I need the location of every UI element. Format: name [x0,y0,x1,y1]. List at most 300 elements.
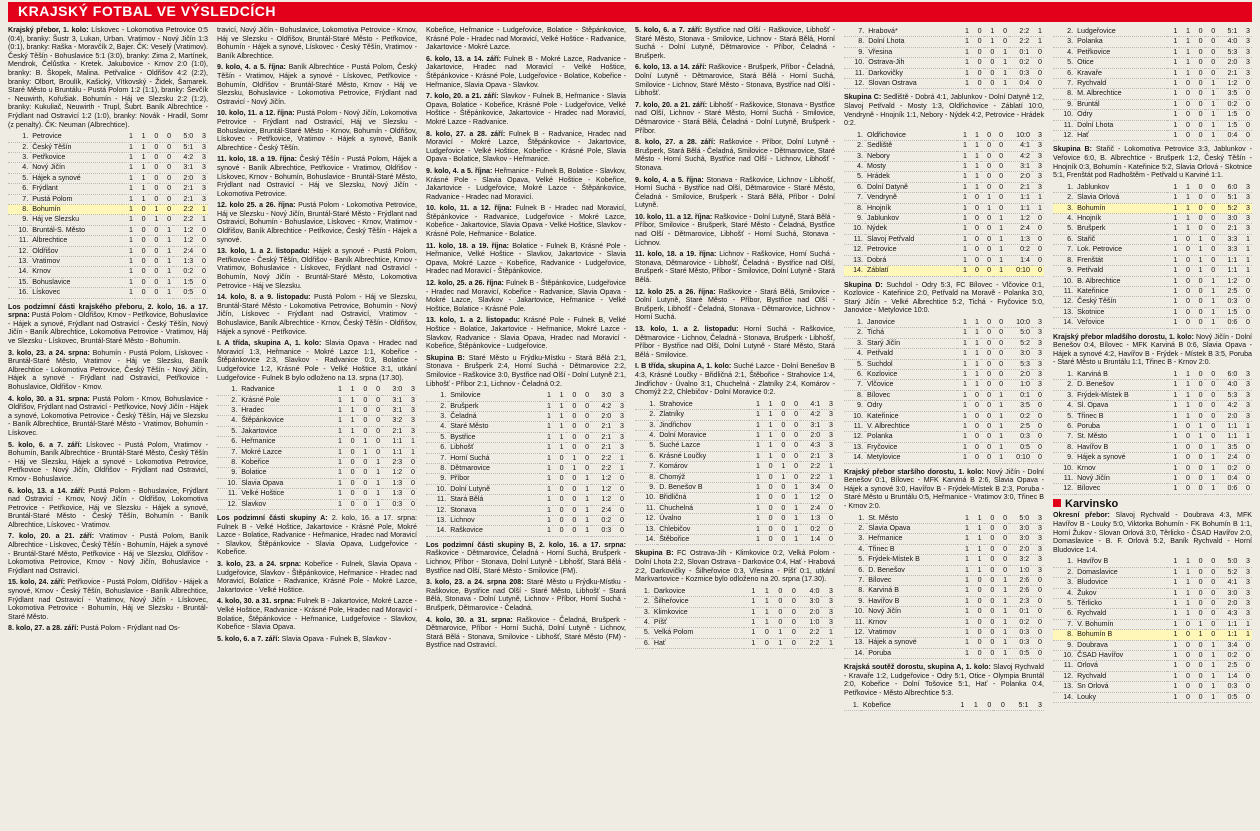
table-cell: 11. [1063,120,1074,129]
article-text: 12. kolo, 25. a 26. října: Fulnek B - Štěpánkovice, Ludgeřovice - Hradec nad Moravicí, Kobeřice - Radvanice, Slavia Opava - Mokré Lazce, Slavkov - Jakartovice, Heřmanice - Velké Hoštice, Bolatice - Krásné Pole. [426,279,626,313]
table-cell: 0 [154,152,159,161]
table-cell: 0:3 [601,526,612,535]
table-cell: 0 [791,597,796,606]
table-cell: 1:2 [601,484,612,493]
table-cell: 0 [791,628,796,637]
table-cell: 0 [794,451,799,460]
table-cell: 0 [1038,79,1042,88]
table-cell: 11. [1063,473,1074,482]
table-cell: 0:5 [1020,442,1030,451]
table-cell: 6. [1067,68,1074,77]
table-cell: 0 [1185,245,1190,254]
table-cell: 6. [1067,609,1074,618]
table-cell: 4. [1067,214,1074,223]
table-cell: 12. [853,432,863,441]
table-cell: 0 [794,462,799,471]
table-cell: 1 [337,385,342,394]
table-cell: 1 [999,214,1004,223]
team-name: Frýdek-Místek B [1077,390,1129,399]
table-cell: 1 [794,514,799,523]
table-cell: 0 [559,453,564,462]
team-name: Petřkovice [1077,47,1111,56]
table-cell: 1 [128,163,133,172]
team-name: Bohuslavice [32,277,71,286]
table-cell: 0 [1038,617,1042,626]
table-cell: 1 [973,700,978,709]
team-name: Jablunkov [866,214,899,223]
table-cell: 1 [1211,297,1216,306]
table-cell: 0 [1003,523,1008,532]
table-cell: 12. [1063,484,1074,493]
table-cell: 1 [755,524,760,533]
table-cell: 2:5 [1227,286,1238,295]
table-cell: 0 [778,586,783,595]
article-text: Los podzimní části skupiny B, 2. kolo, 16. a 17. srpna: Raškovice - Dětmarovice, Čeladná - Horní Suchá, Brušperk - Lichnov, Příbor - Stonava, Dolní Lutyně - Libhošť, Stará Bělá - Bystřice nad Olší, Staré Město - Smilovice (FM). [426,540,626,575]
table-cell: 2:1 [1020,182,1030,191]
table-cell: 1 [1185,557,1190,566]
table-cell: 3 [202,163,206,172]
table-cell: 5. [1067,58,1074,67]
table-cell: 3:1 [810,420,821,429]
table-cell: 1 [963,338,967,347]
team-name: Bílovec [868,575,892,584]
table-cell: 1 [376,489,381,498]
table-cell: 1 [1211,682,1216,691]
table-cell: 3 [1246,411,1250,420]
table-cell: 2:0 [1227,411,1238,420]
table-cell: 0 [778,607,783,616]
team-name: Bohumín [32,204,61,213]
table-cell: 3 [1038,523,1042,532]
table-cell: 1 [755,441,760,450]
table-cell: 1 [1003,58,1008,67]
team-name: Nýdek [866,224,888,233]
table-cell: 1 [964,638,969,647]
table-cell: 0 [1038,411,1042,420]
table-cell: 1:2 [183,236,194,245]
table-cell: 0:5 [1227,692,1238,701]
table-cell: 2:4 [601,505,612,514]
table-cell: 0 [167,215,172,224]
table-cell: 1 [128,194,133,203]
table-cell: 0 [990,638,995,647]
table-cell: 0 [768,503,773,512]
table-cell: 2. [1067,27,1074,35]
table-cell: 1 [963,130,967,139]
table-cell: 0 [1198,567,1203,576]
table-cell: 0 [990,628,995,636]
team-name: Bílovec [866,390,891,399]
table-cell: 0 [764,638,769,647]
table-cell: 0 [1038,442,1042,451]
table-cell: 0 [829,524,833,533]
table-cell: 3 [620,432,624,441]
table-cell: 1 [1003,79,1008,88]
table-cell: 3 [202,194,206,203]
table-cell: 1 [964,565,969,574]
table-cell: 1 [1173,89,1178,98]
article-text: Krajský přebor staršího dorostu, 1. kolo: Nový Jičín - Dolní Benešov 0:1, Bílovec - MFK Karviná B 2:6, Slavia Opava - Hájek a synové 3:0, Havířov B - Frýdek-Místek B 2:3, Poruba - Staré Město u Bruntálu 0:5, Heřmanice - Vratimov 3:0, Třinec B - Krnov 2:0. [844,467,1044,510]
table-cell: 5:2 [1227,567,1238,576]
table-cell: 0:4 [1227,131,1238,140]
standings-table [635,587,835,649]
table-row [426,474,626,484]
table-cell: 3 [1038,513,1042,522]
table-cell: 4. [649,430,656,439]
section-heading-label: Karvinsko [1065,497,1119,510]
table-cell: 8. [440,464,447,472]
table-row [1053,630,1252,640]
table-cell: 1 [975,349,979,358]
table-cell: 1:1 [1227,619,1238,628]
table-cell: 0 [141,288,146,297]
table-cell: 1 [1185,224,1190,233]
team-name: Slavia Opava [241,478,284,487]
table-cell: 2:2 [809,638,820,647]
table-cell: 1 [1173,297,1178,306]
table-row [1053,120,1252,130]
team-name: Bruntál-S. Město [32,225,86,234]
table-cell: 1 [975,380,979,389]
team-name: Bystřice [450,432,476,441]
table-cell: 0 [1198,640,1203,649]
table-cell: 0 [975,421,979,430]
table-cell: 4. [643,618,650,627]
table-cell: 0 [1211,47,1216,56]
table-cell: 0 [990,79,995,88]
table-cell: 1 [1211,651,1216,659]
team-name: Krnov [1077,463,1096,472]
team-name: Lískovec [32,288,61,297]
team-name: Slavkov [241,499,267,508]
table-cell: 0 [1038,607,1042,616]
table-cell: 12. [1063,671,1074,680]
table-cell: 1:0 [1019,565,1030,574]
table-cell: 9. [22,215,29,224]
table-cell: 0 [1198,598,1203,607]
table-cell: 0:6 [1227,484,1238,493]
table-cell: 1 [794,503,799,512]
table-cell: 1 [1173,411,1178,420]
table-row [426,495,626,505]
table-cell: 0 [987,338,992,347]
table-cell: 1 [337,499,342,508]
table-cell: 1 [1173,432,1178,441]
table-cell: 1 [1038,203,1042,212]
article-text: 5. kolo, 6. a 7. září: Slavia Opava - Fulnek B, Slavkov - [217,634,392,643]
table-cell: 3 [1246,380,1250,389]
table-cell: 14. [853,266,863,275]
table-cell: 1 [1173,369,1178,378]
team-name: Kateřinice [866,411,899,420]
team-name: Tichá [866,328,885,337]
table-cell: 0 [1185,79,1190,88]
table-cell: 1:4 [810,535,821,544]
table-cell: 1 [585,526,590,535]
table-cell: 1:3 [392,489,403,498]
table-row [844,596,1044,606]
table-cell: 1 [963,432,967,441]
table-cell: 0 [1198,110,1203,119]
team-name: B. Albrechtice [1077,276,1121,285]
table-cell: 8. [22,204,29,213]
team-name: Karviná B [868,586,899,595]
table-cell: 0 [1198,442,1203,451]
table-cell: 0 [1198,369,1203,378]
table-row [844,453,1044,463]
table-cell: 1 [963,255,967,264]
table-cell: 1:2 [392,468,403,477]
table-row [635,535,835,545]
table-cell: 9. [649,483,656,491]
team-name: Břidličná [659,493,687,502]
table-row [426,484,626,494]
table-cell: 0 [999,182,1004,191]
table-cell: 0 [977,648,982,657]
table-cell: 0 [1185,619,1190,628]
table-cell: 1 [964,27,969,35]
team-name: Slovan Ostrava [868,79,917,88]
table-row [844,151,1044,161]
team-name: Petřvald [1077,266,1104,275]
table-row [844,224,1044,234]
table-cell: 1 [1173,588,1178,597]
table-cell: 0 [1198,89,1203,98]
table-cell: 3 [202,184,206,193]
table-cell: 0 [1211,255,1216,264]
standings-table [844,27,1044,89]
table-cell: 0 [791,638,796,647]
team-name: Suchdol [866,359,893,368]
team-name: Stonava [450,505,477,514]
article-text: 9. kolo, 4. a 5. října: Heřmanice - Fulnek B, Bolatice - Slavkov, Krásné Pole - Slavia Opava, Velké Hoštice - Kobeřice, Jakartovice - Ludgeřovice, Mokré Lazce - Štěpánkovice, Radvanice - Hradec nad Moravicí. [426,166,626,201]
team-name: Bruntál [1077,99,1100,108]
table-cell: 1 [350,405,355,414]
table-cell: 0 [1198,651,1203,659]
table-cell: 0 [1198,380,1203,389]
table-cell: 1 [337,447,342,456]
table-cell: 10. [1063,463,1074,472]
table-cell: 0 [1246,276,1250,285]
team-name: Bludovice [1077,578,1108,587]
table-cell: 0 [1185,421,1190,430]
team-name: Dětmarovice [450,464,491,472]
table-cell: 0 [1038,596,1042,605]
table-cell: 1 [768,420,773,429]
table-cell: 1 [768,430,773,439]
table-cell: 1 [1003,586,1008,595]
table-cell: 0 [768,493,773,502]
table-cell: 0 [999,162,1004,171]
table-cell: 0 [202,257,206,265]
article-text: 13. kolo, 1. a 2. listopadu: Krásné Pole - Fulnek B, Velké Hoštice - Bolatice, Jakartovice - Heřmanice, Mokré Lazce - Slavkov, Radvanice - Slavia Opava, Hradec nad Moravicí - Kobeřice, Štěpánkovice - Ludgeřovice. [426,316,626,351]
table-cell: 4:0 [809,586,820,595]
team-name: Dolní Lhota [1077,120,1114,129]
table-cell: 5. [649,441,656,450]
table-cell: 0 [1246,671,1250,680]
table-cell: 1 [963,182,967,191]
table-cell: 0 [154,163,159,172]
table-cell: 1 [559,432,564,441]
table-cell: 1 [781,462,786,471]
team-name: Český Těšín [32,142,72,151]
table-cell: 5:2 [1227,203,1238,212]
table-cell: 5. [643,628,650,637]
table-row [844,318,1044,328]
table-cell: 2:1 [601,432,612,441]
table-row [1053,557,1252,567]
table-row [1053,442,1252,452]
table-row [426,411,626,421]
table-cell: 0 [1185,630,1190,639]
table-cell: 5:1 [1227,193,1238,202]
table-cell: 1 [620,453,624,462]
table-cell: 1 [975,369,979,378]
article-text: 14. kolo, 8. a 9. listopadu: Pustá Polom - Háj ve Slezsku, Bruntál-Staré Město - Lokomotiva Petrovice, Bohumín - Nový Jičín, Lískovec - Frýdlant nad Ostravicí, Vratimov - Bohuslavice, Baník Albrechtice - Krnov, Český Těšín - Oldřišov, Hájek a synové - Petřkovice. [217,293,417,336]
table-cell: 3. [231,405,238,414]
team-name: Chomýž [659,472,686,481]
table-cell: 1 [572,464,577,472]
table-cell: 0 [987,349,992,358]
table-cell: 0 [999,141,1004,150]
table-cell: 12. [436,505,447,514]
table-cell: 3:2 [392,416,403,425]
table-row [1053,421,1252,431]
table-cell: 0 [1185,473,1190,482]
table-row [1053,234,1252,244]
table-row [217,395,417,405]
table-cell: 3 [829,430,833,439]
table-cell: 0 [1211,411,1216,420]
table-cell: 0 [999,172,1004,181]
table-cell: 0 [1211,369,1216,378]
table-cell: 2:2 [601,464,612,472]
table-cell: 0 [781,410,786,419]
article-text: Krajská soutěž dorostu, skupina A, 1. kolo: Slavoj Rychvald - Kravaře 1:2, Ludgeřovice - Odry 5:1, Otice - Olympia Bruntál 2:0, Kobeřice - Dolní Tošovice 5:1, Hať - Polanka 0:4, Petřkovice - Město Albrechtice 5:3. [844,663,1044,697]
table-cell: 1 [1173,682,1178,691]
team-name: Lichnov [450,516,475,525]
standings-table [426,391,626,537]
table-cell: 1 [546,422,551,431]
table-cell: 1 [751,607,756,616]
table-cell: 0 [585,422,590,431]
table-cell: 3. [440,411,447,420]
table-cell: 14. [854,648,865,657]
table-cell: 1 [964,586,969,595]
table-cell: 1 [141,173,146,182]
table-row [635,514,835,524]
table-cell: 1 [128,173,133,182]
table-cell: 1 [1173,255,1178,264]
table-cell: 1 [794,535,799,544]
table-cell: 1 [964,617,969,626]
table-cell: 1:5 [1227,120,1238,129]
team-name: Ludgeřovice [1077,27,1116,35]
table-cell: 0 [1185,89,1190,98]
table-cell: 1 [1173,421,1178,430]
table-cell: 0 [768,524,773,533]
table-cell: 3 [411,405,415,414]
table-cell: 1:2 [183,225,194,234]
table-cell: 0 [990,648,995,657]
table-row [8,142,208,152]
table-cell: 0 [987,411,992,420]
table-cell: 3 [1246,182,1250,191]
table-cell: 0 [202,288,206,297]
table-cell: 0 [977,79,982,88]
table-cell: 0 [1246,661,1250,670]
team-name: Hradec [241,405,265,414]
table-cell: 0:2 [1019,58,1030,67]
table-cell: 0 [202,225,206,234]
table-cell: 0:1 [1019,607,1030,616]
table-cell: 1 [1211,484,1216,493]
standings-table [844,131,1044,277]
team-name: Brušperk [1077,224,1106,233]
table-cell: 3. [649,420,656,429]
table-cell: 1:0 [809,618,820,627]
table-cell: 0 [1185,297,1190,306]
table-cell: 0 [999,193,1004,202]
table-cell: 1 [1185,47,1190,56]
table-cell: 0 [1198,318,1203,327]
team-name: Vřesina [868,47,893,56]
table-cell: 0 [999,151,1004,160]
table-cell: 0 [1246,692,1250,701]
table-cell: 1 [1173,567,1178,576]
team-name: Hnojník [866,203,892,212]
table-cell: 1 [128,184,133,193]
table-cell: 1 [546,453,551,462]
table-cell: 6. [643,638,650,647]
table-cell: 1 [1173,609,1178,618]
team-name: Nový Jičín [868,607,901,616]
table-cell: 4:2 [1227,401,1238,410]
table-cell: 0 [411,499,415,508]
table-cell: 0 [141,215,146,224]
table-cell: 1 [585,495,590,504]
table-row [635,451,835,461]
table-cell: 0 [987,234,992,243]
table-cell: 0 [791,618,796,627]
table-cell: 0 [764,628,769,637]
table-cell: 5. [231,426,238,435]
table-cell: 0 [977,68,982,77]
table-cell: 1 [764,607,769,616]
team-name: Slavia Orlová [1077,193,1120,202]
table-cell: 9. [858,47,865,56]
table-cell: 0 [1038,401,1042,410]
table-cell: 1 [1246,619,1250,628]
table-cell: 1 [1185,380,1190,389]
table-cell: 5. [440,432,447,441]
standings-table [1053,370,1252,495]
table-row [635,472,835,482]
table-cell: 3:0 [1019,523,1030,532]
table-cell: 1 [1211,307,1216,316]
article-text: 11. kolo, 18. a 19. října: Bolatice - Fulnek B, Krásné Pole - Heřmanice, Velké Hoštice - Slavkov, Jakartovice - Slavia Opava, Mokré Lazce - Kobeřice, Radvanice - Ludgeřovice, Hradec nad Moravicí - Štěpánkovice. [426,241,626,276]
table-cell: 3 [1038,328,1042,337]
table-row [844,203,1044,213]
table-cell: 0 [1038,47,1042,56]
table-cell: 0 [350,468,355,477]
table-cell: 5:0 [183,132,194,141]
table-cell: 1:2 [810,493,821,502]
team-name: Petřkovice [32,152,66,161]
table-row [1053,567,1252,577]
table-cell: 1 [963,193,967,202]
table-cell: 4:0 [1227,37,1238,46]
